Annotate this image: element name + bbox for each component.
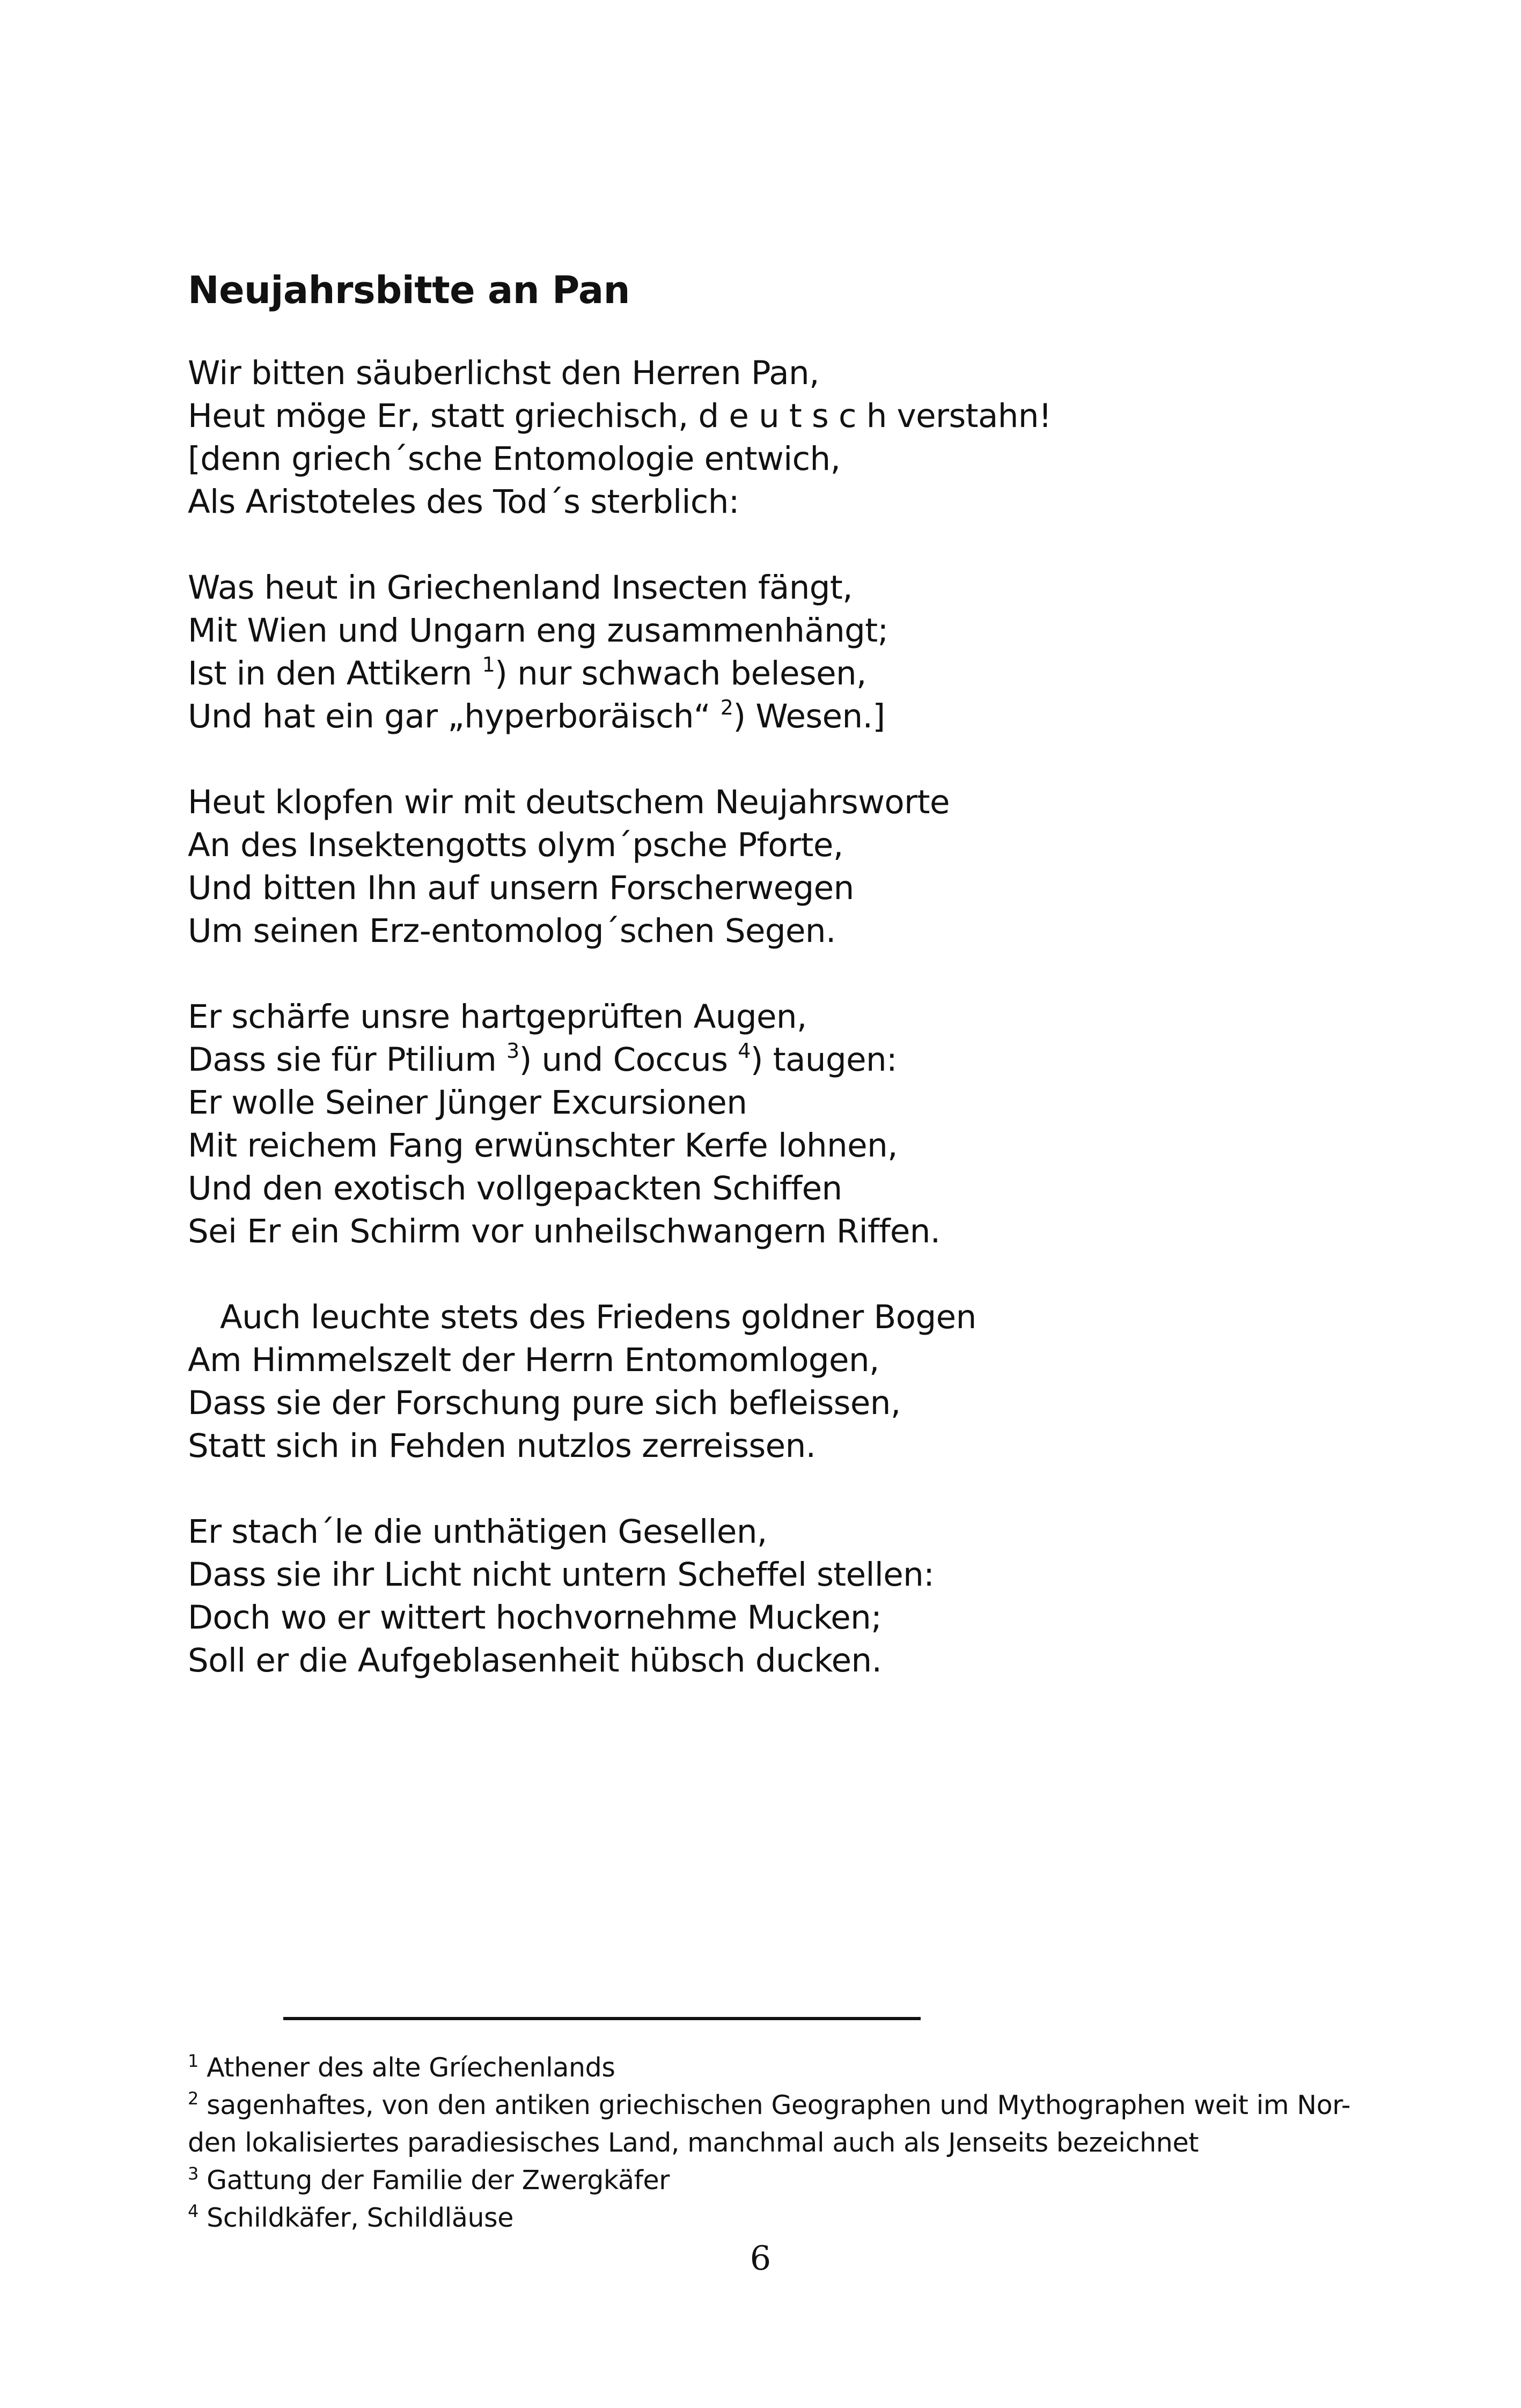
poem-line: Dass sie ihr Licht nicht untern Scheffel stellen: [188, 1556, 935, 1594]
poem-text: ) taugen: [750, 1041, 898, 1079]
footnote-ref: 4 [738, 1039, 751, 1063]
footnote [188, 2162, 1368, 2199]
poem-line: Um seinen Erz-entomolog´schen Segen. [188, 912, 836, 950]
footnote-text: sagenhaftes, von den antiken griechischen Geographen und Mythographen weit im Nor- [207, 2090, 1351, 2120]
poem-line: Heut klopfen wir mit deutschem Neujahrsworte [188, 783, 950, 821]
footnote-ref: 3 [506, 1039, 519, 1063]
footnote-mark: 1 [188, 2051, 199, 2071]
poem-line: Mit Wien und Ungarn eng zusammenhängt; [188, 612, 888, 650]
poem-line [188, 695, 1052, 738]
poem-line: Er schärfe unsre hartgeprüften Augen, [188, 998, 807, 1036]
poem-text: ) nur schwach belesen, [495, 654, 866, 693]
poem-text: Und hat ein gar „hyperboräisch“ [188, 697, 721, 735]
poem-line: Er stach´le die unthätigen Gesellen, [188, 1513, 767, 1551]
poem-title: Neujahrsbitte an Pan [188, 268, 630, 312]
poem-line: Wir bitten säuberlichst den Herren Pan, [188, 354, 819, 392]
poem-line: Mit reichem Fang erwünschter Kerfe lohnen, [188, 1126, 898, 1165]
footnote-text: Gattung der Familie der Zwergkäfer [207, 2165, 670, 2196]
poem-line: Heut möge Er, statt griechisch, d e u t s c h verstahn! [188, 397, 1052, 435]
poem-line [188, 1039, 1052, 1081]
poem-text: Ist in den Attikern [188, 654, 482, 693]
footnote [188, 2199, 1368, 2237]
poem-line: Sei Er ein Schirm vor unheilschwangern Riffen. [188, 1212, 940, 1250]
footnote-text: Schildkäfer, Schildläuse [207, 2203, 514, 2233]
poem-line: Er wolle Seiner Jünger Excursionen [188, 1084, 747, 1122]
footnotes [188, 2049, 1368, 2237]
poem-line: Am Himmelszelt der Herrn Entomomlogen, [188, 1341, 879, 1379]
poem-line: Dass sie der Forschung pure sich befleissen, [188, 1384, 901, 1422]
poem-line: [denn griech´sche Entomologie entwich, [188, 440, 841, 478]
footnote-text: Athener des alte Gríechenlands [207, 2052, 615, 2083]
poem-line [188, 652, 1052, 695]
footnote-mark: 4 [188, 2201, 199, 2221]
poem-line: Doch wo er wittert hochvornehme Mucken; [188, 1599, 882, 1637]
poem-line: Und bitten Ihn auf unsern Forscherwegen [188, 869, 854, 907]
poem-line: Was heut in Griechenland Insecten fängt, [188, 569, 853, 607]
page-number: 6 [750, 2238, 771, 2278]
poem-text: ) Wesen.] [733, 697, 885, 735]
poem-line: Auch leuchte stets des Friedens goldner Bogen [220, 1298, 976, 1336]
footnote-continuation: den lokalisiertes paradiesisches Land, manchmal auch als Jenseits bezeichnet [188, 2127, 1199, 2158]
footnote [188, 2087, 1368, 2124]
footnote-divider [283, 2017, 921, 2020]
poem-line: Soll er die Aufgeblasenheit hübsch ducken. [188, 1641, 882, 1680]
poem-line: Und den exotisch vollgepackten Schiffen [188, 1169, 842, 1207]
poem-body [188, 352, 1052, 1682]
poem-line: An des Insektengotts olym´psche Pforte, [188, 826, 843, 864]
poem-text: ) und Coccus [519, 1041, 738, 1079]
footnote-mark: 3 [188, 2163, 199, 2184]
footnote-ref: 2 [720, 696, 733, 719]
poem-text: Dass sie für Ptilium [188, 1041, 506, 1079]
footnote [188, 2049, 1368, 2087]
footnote-ref: 1 [482, 653, 495, 676]
poem-line: Als Aristoteles des Tod´s sterblich: [188, 483, 739, 521]
poem-line: Statt sich in Fehden nutzlos zerreissen. [188, 1427, 816, 1465]
footnote-mark: 2 [188, 2088, 199, 2109]
